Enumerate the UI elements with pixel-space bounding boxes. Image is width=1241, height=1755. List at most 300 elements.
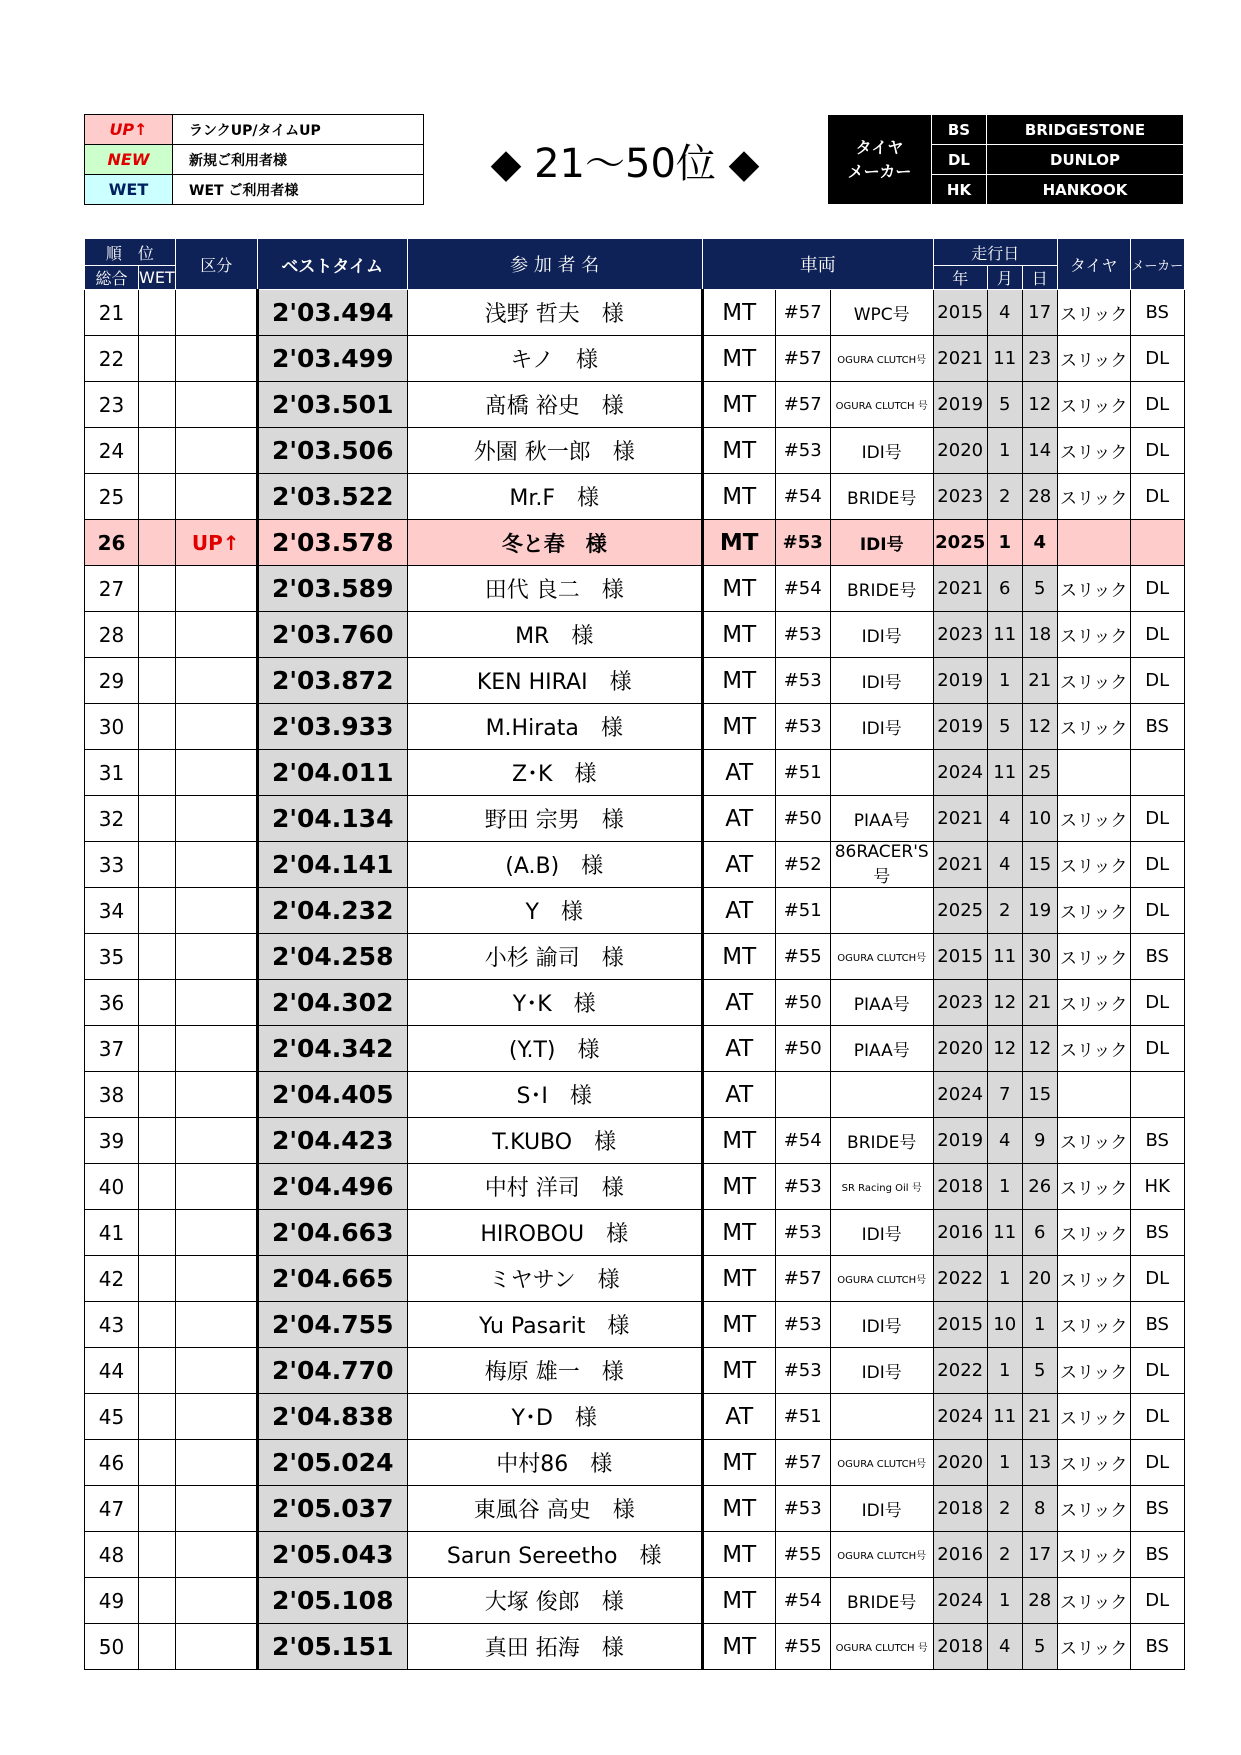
cell-wet	[139, 658, 176, 704]
cell-transmission: MT	[702, 1578, 775, 1624]
cell-car-number: #53	[775, 658, 830, 704]
cell-tire: スリック	[1057, 658, 1130, 704]
cell-category	[175, 658, 257, 704]
cell-car-name: PIAA号	[830, 1026, 933, 1072]
cell-year: 2021	[933, 336, 987, 382]
cell-day: 5	[1022, 1348, 1057, 1394]
cell-day: 21	[1022, 1394, 1057, 1440]
cell-car-number: #53	[775, 1302, 830, 1348]
cell-best-time: 2'03.522	[257, 474, 407, 520]
table-row	[85, 1210, 1185, 1256]
cell-tire: スリック	[1057, 934, 1130, 980]
cell-car-number: #54	[775, 1578, 830, 1624]
cell-year: 2019	[933, 382, 987, 428]
cell-wet	[139, 336, 176, 382]
cell-best-time: 2'04.838	[257, 1394, 407, 1440]
table-row	[85, 336, 1185, 382]
cell-tire: スリック	[1057, 1394, 1130, 1440]
cell-maker: DL	[1130, 336, 1184, 382]
cell-participant: M.Hirata 様	[407, 704, 702, 750]
cell-best-time: 2'04.770	[257, 1348, 407, 1394]
cell-car-number: #53	[775, 1164, 830, 1210]
cell-year: 2018	[933, 1486, 987, 1532]
cell-best-time: 2'04.342	[257, 1026, 407, 1072]
table-row	[85, 520, 1185, 566]
cell-maker: DL	[1130, 1256, 1184, 1302]
cell-best-time: 2'03.499	[257, 336, 407, 382]
cell-category	[175, 1026, 257, 1072]
cell-category: UP↑	[175, 520, 257, 566]
cell-best-time: 2'04.405	[257, 1072, 407, 1118]
cell-car-number: #54	[775, 474, 830, 520]
cell-year: 2019	[933, 1118, 987, 1164]
header-participant: 参 加 者 名	[407, 239, 702, 290]
cell-best-time: 2'04.755	[257, 1302, 407, 1348]
cell-rank: 25	[85, 474, 139, 520]
cell-participant: (Y.T) 様	[407, 1026, 702, 1072]
cell-rank: 50	[85, 1624, 139, 1670]
cell-transmission: MT	[702, 1486, 775, 1532]
cell-day: 12	[1022, 1026, 1057, 1072]
cell-maker: BS	[1130, 1486, 1184, 1532]
cell-transmission: MT	[702, 336, 775, 382]
cell-car-name: BRIDE号	[830, 1118, 933, 1164]
cell-car-number	[775, 1072, 830, 1118]
cell-month: 1	[987, 1164, 1022, 1210]
cell-best-time: 2'05.108	[257, 1578, 407, 1624]
cell-car-name: BRIDE号	[830, 566, 933, 612]
cell-participant: 野田 宗男 様	[407, 796, 702, 842]
cell-month: 1	[987, 1256, 1022, 1302]
cell-participant: Sarun Sereetho 様	[407, 1532, 702, 1578]
cell-category	[175, 336, 257, 382]
cell-best-time: 2'05.043	[257, 1532, 407, 1578]
cell-day: 5	[1022, 1624, 1057, 1670]
cell-transmission: AT	[702, 980, 775, 1026]
cell-category	[175, 382, 257, 428]
header-category: 区分	[175, 239, 257, 290]
cell-tire: スリック	[1057, 796, 1130, 842]
cell-best-time: 2'03.501	[257, 382, 407, 428]
header-day: 日	[1022, 266, 1057, 290]
cell-transmission: AT	[702, 1072, 775, 1118]
cell-best-time: 2'03.760	[257, 612, 407, 658]
cell-best-time: 2'03.872	[257, 658, 407, 704]
cell-wet	[139, 1348, 176, 1394]
cell-rank: 31	[85, 750, 139, 796]
cell-wet	[139, 1210, 176, 1256]
cell-day: 13	[1022, 1440, 1057, 1486]
cell-car-number: #53	[775, 1210, 830, 1256]
cell-year: 2023	[933, 474, 987, 520]
cell-day: 15	[1022, 1072, 1057, 1118]
cell-year: 2023	[933, 980, 987, 1026]
cell-maker: DL	[1130, 1440, 1184, 1486]
cell-day: 18	[1022, 612, 1057, 658]
table-row	[85, 934, 1185, 980]
cell-tire: スリック	[1057, 1302, 1130, 1348]
cell-maker: DL	[1130, 428, 1184, 474]
cell-category	[175, 428, 257, 474]
cell-tire: スリック	[1057, 474, 1130, 520]
cell-best-time: 2'04.141	[257, 842, 407, 888]
cell-month: 1	[987, 520, 1022, 566]
cell-best-time: 2'04.496	[257, 1164, 407, 1210]
cell-wet	[139, 520, 176, 566]
cell-car-name: BRIDE号	[830, 474, 933, 520]
cell-rank: 23	[85, 382, 139, 428]
table-row	[85, 1440, 1185, 1486]
cell-category	[175, 888, 257, 934]
cell-car-number: #53	[775, 1348, 830, 1394]
cell-day: 26	[1022, 1164, 1057, 1210]
cell-tire: スリック	[1057, 1532, 1130, 1578]
cell-maker: DL	[1130, 842, 1184, 888]
cell-maker: HK	[1130, 1164, 1184, 1210]
table-row	[85, 1532, 1185, 1578]
cell-transmission: AT	[702, 796, 775, 842]
cell-wet	[139, 1440, 176, 1486]
table-row	[85, 750, 1185, 796]
table-row	[85, 474, 1185, 520]
cell-category	[175, 750, 257, 796]
cell-participant: 大塚 俊郎 様	[407, 1578, 702, 1624]
cell-transmission: MT	[702, 1118, 775, 1164]
cell-car-number: #57	[775, 1440, 830, 1486]
cell-car-number: #51	[775, 888, 830, 934]
cell-wet	[139, 980, 176, 1026]
cell-car-name: OGURA CLUTCH号	[830, 1256, 933, 1302]
cell-tire: スリック	[1057, 428, 1130, 474]
cell-day: 9	[1022, 1118, 1057, 1164]
cell-day: 28	[1022, 474, 1057, 520]
header-rank: 順 位	[85, 239, 176, 266]
cell-transmission: MT	[702, 1532, 775, 1578]
cell-maker: DL	[1130, 888, 1184, 934]
cell-rank: 22	[85, 336, 139, 382]
cell-car-number: #57	[775, 382, 830, 428]
cell-wet	[139, 934, 176, 980]
table-row	[85, 980, 1185, 1026]
cell-car-number: #53	[775, 428, 830, 474]
cell-car-name: IDI号	[830, 658, 933, 704]
cell-rank: 49	[85, 1578, 139, 1624]
cell-best-time: 2'04.665	[257, 1256, 407, 1302]
cell-maker: BS	[1130, 1532, 1184, 1578]
cell-car-name: OGURA CLUTCH号	[830, 934, 933, 980]
cell-participant: (A.B) 様	[407, 842, 702, 888]
cell-year: 2016	[933, 1532, 987, 1578]
cell-car-name: 86RACER'S号	[830, 842, 933, 888]
cell-maker: DL	[1130, 1348, 1184, 1394]
cell-car-number: #57	[775, 1256, 830, 1302]
cell-wet	[139, 1302, 176, 1348]
cell-tire	[1057, 1072, 1130, 1118]
cell-rank: 43	[85, 1302, 139, 1348]
cell-car-number: #55	[775, 1532, 830, 1578]
table-row	[85, 1118, 1185, 1164]
cell-year: 2020	[933, 1440, 987, 1486]
cell-transmission: MT	[702, 612, 775, 658]
cell-participant: 小杉 諭司 様	[407, 934, 702, 980]
table-row	[85, 658, 1185, 704]
cell-maker: DL	[1130, 474, 1184, 520]
cell-rank: 21	[85, 290, 139, 336]
cell-day: 19	[1022, 888, 1057, 934]
cell-year: 2021	[933, 566, 987, 612]
tire-label-line2: メーカー	[847, 161, 912, 181]
cell-day: 15	[1022, 842, 1057, 888]
cell-month: 6	[987, 566, 1022, 612]
cell-category	[175, 1256, 257, 1302]
cell-day: 6	[1022, 1210, 1057, 1256]
cell-maker: DL	[1130, 382, 1184, 428]
cell-year: 2024	[933, 1578, 987, 1624]
cell-best-time: 2'03.506	[257, 428, 407, 474]
cell-tire	[1057, 520, 1130, 566]
table-row	[85, 1256, 1185, 1302]
cell-transmission: AT	[702, 1394, 775, 1440]
cell-participant: 髙橋 裕史 様	[407, 382, 702, 428]
cell-participant: Y･D 様	[407, 1394, 702, 1440]
cell-month: 11	[987, 612, 1022, 658]
cell-rank: 37	[85, 1026, 139, 1072]
cell-transmission: MT	[702, 658, 775, 704]
cell-wet	[139, 1578, 176, 1624]
cell-day: 17	[1022, 290, 1057, 336]
cell-wet	[139, 290, 176, 336]
tire-abbr: DL	[932, 145, 987, 175]
cell-best-time: 2'04.134	[257, 796, 407, 842]
cell-category	[175, 290, 257, 336]
cell-month: 1	[987, 658, 1022, 704]
cell-best-time: 2'05.037	[257, 1486, 407, 1532]
cell-wet	[139, 1072, 176, 1118]
cell-car-name: IDI号	[830, 1486, 933, 1532]
cell-category	[175, 1394, 257, 1440]
table-row	[85, 1348, 1185, 1394]
cell-transmission: MT	[702, 566, 775, 612]
cell-month: 4	[987, 290, 1022, 336]
cell-car-name: OGURA CLUTCH号	[830, 1532, 933, 1578]
cell-transmission: MT	[702, 1440, 775, 1486]
cell-tire: スリック	[1057, 1486, 1130, 1532]
cell-participant: 浅野 哲夫 様	[407, 290, 702, 336]
table-row	[85, 888, 1185, 934]
cell-category	[175, 1578, 257, 1624]
cell-category	[175, 1164, 257, 1210]
cell-tire: スリック	[1057, 1578, 1130, 1624]
cell-year: 2019	[933, 704, 987, 750]
cell-best-time: 2'05.024	[257, 1440, 407, 1486]
cell-rank: 45	[85, 1394, 139, 1440]
cell-participant: MR 様	[407, 612, 702, 658]
cell-maker: BS	[1130, 1118, 1184, 1164]
cell-category	[175, 934, 257, 980]
cell-best-time: 2'04.232	[257, 888, 407, 934]
table-row	[85, 1394, 1185, 1440]
cell-rank: 36	[85, 980, 139, 1026]
cell-day: 25	[1022, 750, 1057, 796]
cell-participant: Yu Pasarit 様	[407, 1302, 702, 1348]
cell-participant: 中村86 様	[407, 1440, 702, 1486]
cell-category	[175, 1302, 257, 1348]
table-row	[85, 1072, 1185, 1118]
cell-maker: DL	[1130, 658, 1184, 704]
cell-car-number: #53	[775, 1486, 830, 1532]
cell-tire	[1057, 750, 1130, 796]
cell-month: 1	[987, 1348, 1022, 1394]
cell-participant: 真田 拓海 様	[407, 1624, 702, 1670]
header-run-date: 走行日	[933, 239, 1057, 266]
cell-rank: 30	[85, 704, 139, 750]
cell-month: 11	[987, 336, 1022, 382]
cell-participant: 中村 洋司 様	[407, 1164, 702, 1210]
cell-car-name: IDI号	[830, 1302, 933, 1348]
tire-name: DUNLOP	[987, 145, 1184, 175]
cell-participant: 冬と春 様	[407, 520, 702, 566]
cell-tire: スリック	[1057, 842, 1130, 888]
table-row	[85, 1624, 1185, 1670]
cell-month: 7	[987, 1072, 1022, 1118]
tire-maker-table	[828, 114, 1184, 205]
cell-rank: 35	[85, 934, 139, 980]
ranking-table	[84, 238, 1185, 1670]
cell-best-time: 2'04.302	[257, 980, 407, 1026]
cell-transmission: MT	[702, 1302, 775, 1348]
cell-month: 10	[987, 1302, 1022, 1348]
cell-year: 2020	[933, 1026, 987, 1072]
cell-wet	[139, 796, 176, 842]
cell-car-name: PIAA号	[830, 980, 933, 1026]
cell-maker: BS	[1130, 704, 1184, 750]
cell-category	[175, 704, 257, 750]
cell-car-name: OGURA CLUTCH号	[830, 1440, 933, 1486]
cell-maker: DL	[1130, 1026, 1184, 1072]
cell-transmission: MT	[702, 520, 775, 566]
cell-car-name: BRIDE号	[830, 1578, 933, 1624]
cell-month: 4	[987, 1118, 1022, 1164]
cell-best-time: 2'03.494	[257, 290, 407, 336]
cell-car-number: #57	[775, 336, 830, 382]
cell-wet	[139, 566, 176, 612]
cell-rank: 24	[85, 428, 139, 474]
table-row	[85, 1164, 1185, 1210]
cell-transmission: MT	[702, 290, 775, 336]
cell-year: 2018	[933, 1624, 987, 1670]
legend-row	[85, 175, 424, 205]
cell-car-number: #50	[775, 796, 830, 842]
cell-category	[175, 474, 257, 520]
cell-transmission: AT	[702, 1026, 775, 1072]
cell-car-number: #50	[775, 1026, 830, 1072]
cell-rank: 40	[85, 1164, 139, 1210]
cell-car-number: #57	[775, 290, 830, 336]
cell-category	[175, 980, 257, 1026]
cell-year: 2025	[933, 888, 987, 934]
legend-row	[85, 115, 424, 145]
cell-car-number: #55	[775, 1624, 830, 1670]
cell-wet	[139, 428, 176, 474]
cell-category	[175, 1348, 257, 1394]
table-row	[85, 1026, 1185, 1072]
cell-rank: 46	[85, 1440, 139, 1486]
cell-car-name	[830, 750, 933, 796]
table-row	[85, 382, 1185, 428]
cell-year: 2016	[933, 1210, 987, 1256]
cell-wet	[139, 1486, 176, 1532]
legend-code: UP↑	[85, 115, 173, 145]
cell-best-time: 2'04.423	[257, 1118, 407, 1164]
cell-tire: スリック	[1057, 1624, 1130, 1670]
cell-month: 2	[987, 474, 1022, 520]
cell-rank: 42	[85, 1256, 139, 1302]
cell-month: 5	[987, 704, 1022, 750]
legend-desc: ランクUP/タイムUP	[173, 115, 424, 145]
tire-label-line1: タイヤ	[855, 137, 904, 157]
header-vehicle: 車両	[702, 239, 933, 290]
legend-desc: 新規ご利用者様	[173, 145, 424, 175]
cell-participant: ミヤサン 様	[407, 1256, 702, 1302]
cell-year: 2024	[933, 1072, 987, 1118]
cell-participant: HIROBOU 様	[407, 1210, 702, 1256]
cell-car-number: #53	[775, 612, 830, 658]
cell-month: 5	[987, 382, 1022, 428]
cell-year: 2015	[933, 934, 987, 980]
cell-category	[175, 842, 257, 888]
table-row	[85, 1578, 1185, 1624]
legend-desc: WET ご利用者様	[173, 175, 424, 205]
cell-car-number: #55	[775, 934, 830, 980]
cell-tire: スリック	[1057, 1256, 1130, 1302]
cell-transmission: MT	[702, 704, 775, 750]
cell-car-number: #50	[775, 980, 830, 1026]
cell-participant: Mr.F 様	[407, 474, 702, 520]
cell-month: 2	[987, 1486, 1022, 1532]
cell-category	[175, 1486, 257, 1532]
cell-transmission: AT	[702, 842, 775, 888]
cell-day: 30	[1022, 934, 1057, 980]
cell-car-name	[830, 1072, 933, 1118]
cell-category	[175, 566, 257, 612]
cell-rank: 27	[85, 566, 139, 612]
cell-participant: Y 様	[407, 888, 702, 934]
cell-transmission: MT	[702, 934, 775, 980]
cell-month: 1	[987, 1578, 1022, 1624]
cell-transmission: MT	[702, 428, 775, 474]
cell-year: 2019	[933, 658, 987, 704]
cell-wet	[139, 888, 176, 934]
cell-maker: BS	[1130, 1210, 1184, 1256]
cell-category	[175, 1072, 257, 1118]
cell-wet	[139, 612, 176, 658]
cell-day: 5	[1022, 566, 1057, 612]
cell-day: 14	[1022, 428, 1057, 474]
cell-tire: スリック	[1057, 1210, 1130, 1256]
cell-participant: 梅原 雄一 様	[407, 1348, 702, 1394]
cell-day: 4	[1022, 520, 1057, 566]
cell-tire: スリック	[1057, 336, 1130, 382]
cell-best-time: 2'04.011	[257, 750, 407, 796]
table-row	[85, 290, 1185, 336]
cell-maker	[1130, 520, 1184, 566]
cell-maker: DL	[1130, 612, 1184, 658]
cell-car-number: #51	[775, 750, 830, 796]
cell-transmission: MT	[702, 1210, 775, 1256]
cell-wet	[139, 842, 176, 888]
cell-year: 2025	[933, 520, 987, 566]
cell-maker: BS	[1130, 934, 1184, 980]
